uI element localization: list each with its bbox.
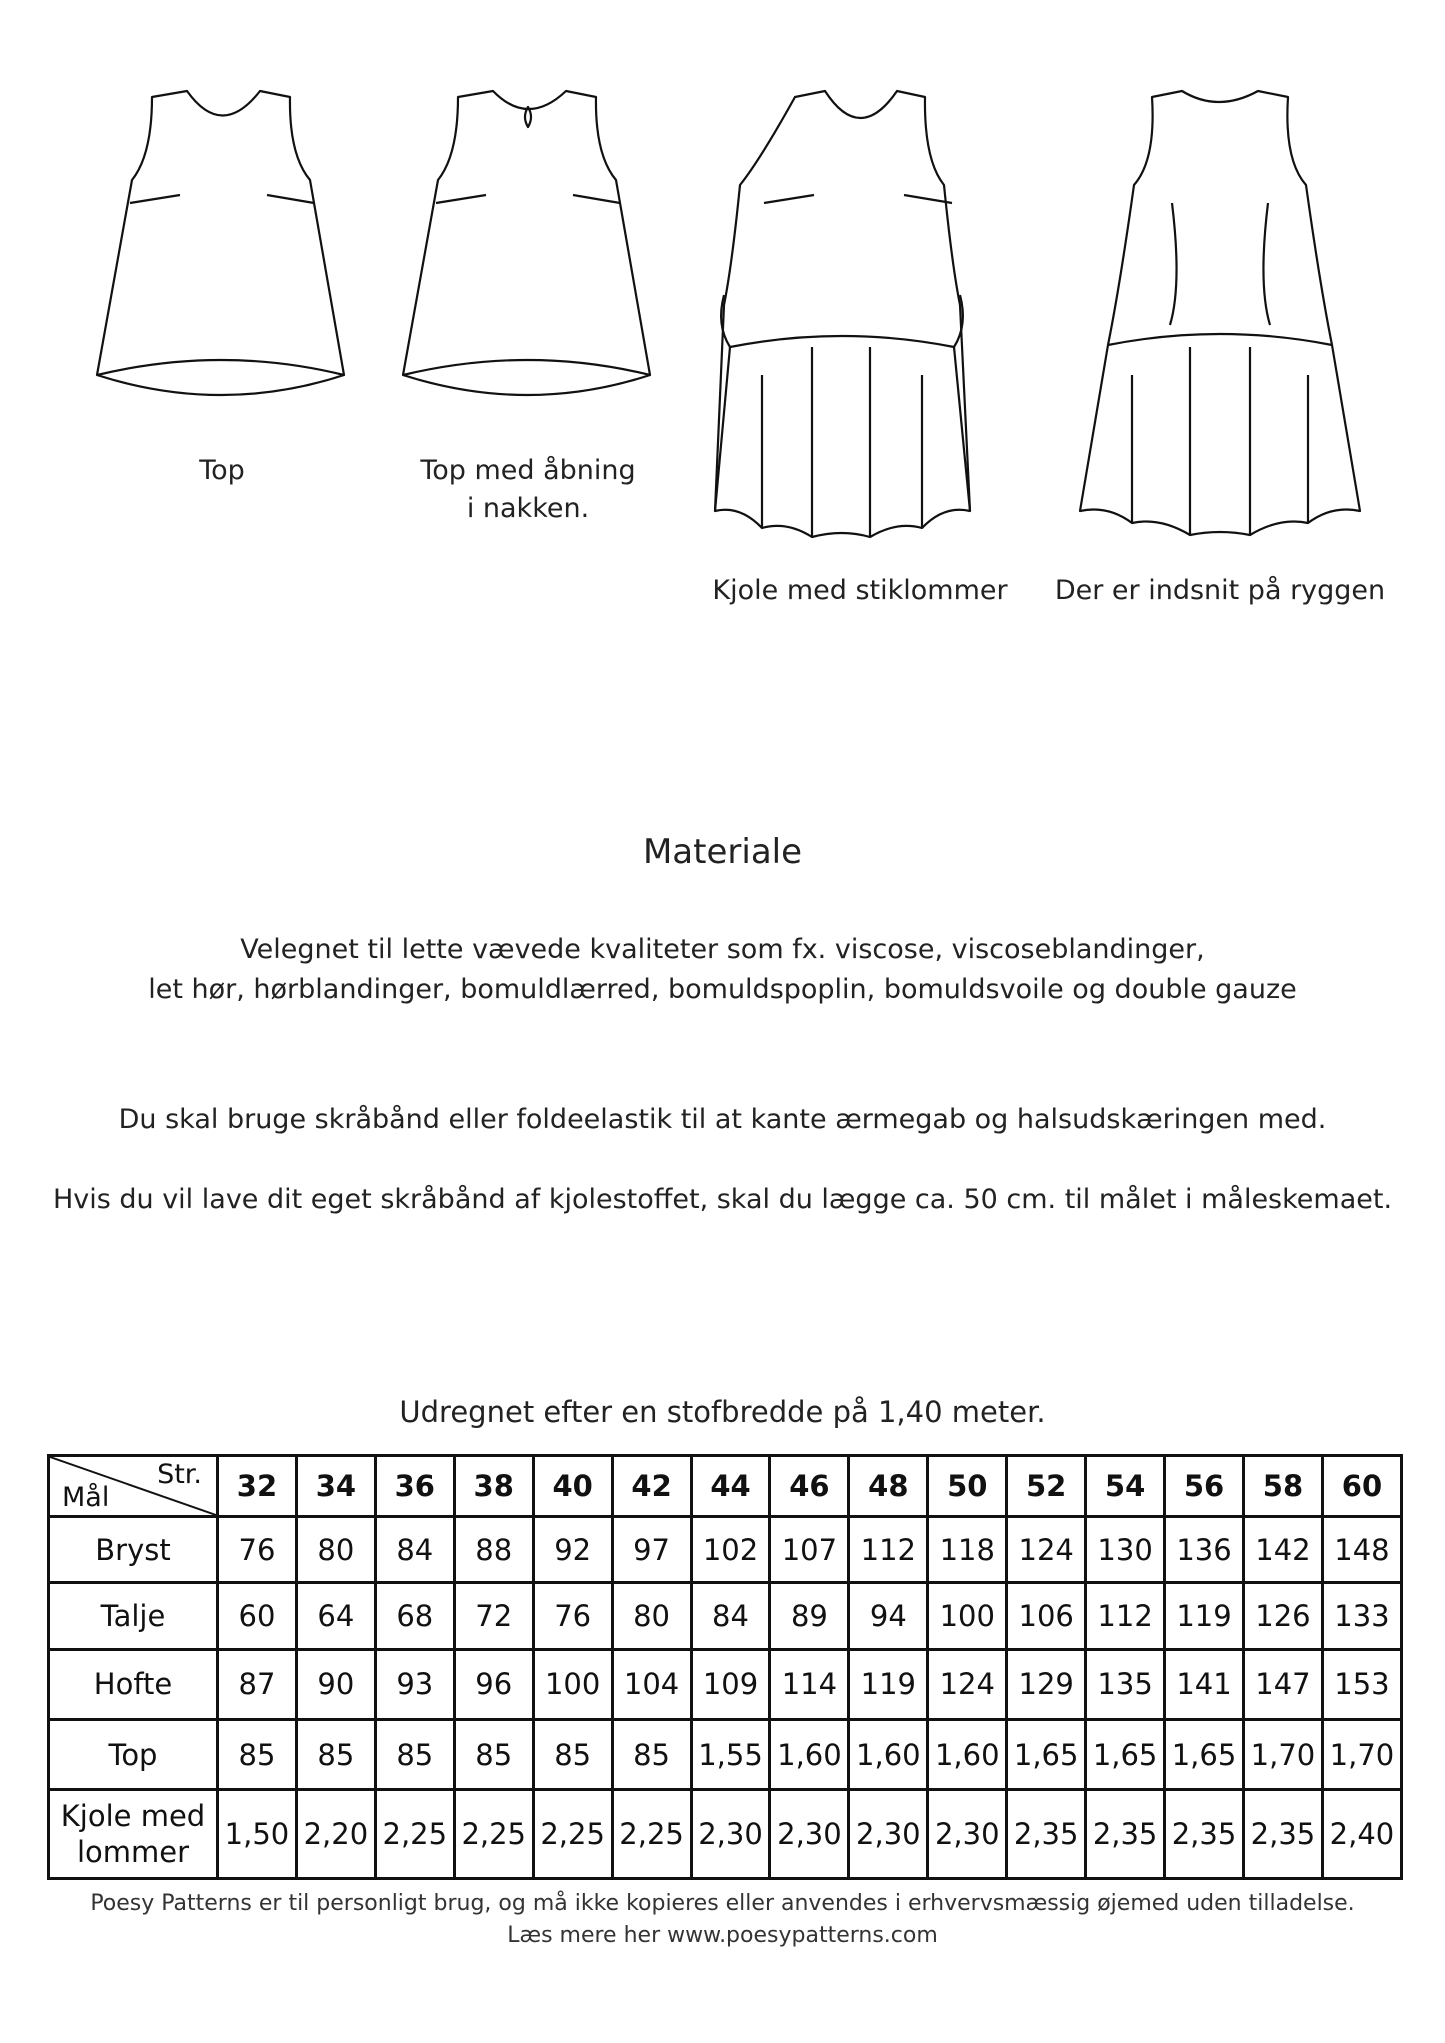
table-row: [49, 1583, 1402, 1649]
table-cell: 153: [1322, 1649, 1401, 1719]
size-header: 50: [928, 1456, 1007, 1517]
size-header: 56: [1165, 1456, 1244, 1517]
table-cell: 85: [612, 1720, 691, 1790]
table-cell: 85: [375, 1720, 454, 1790]
table-cell: 80: [296, 1517, 375, 1583]
figure-top-front: [92, 85, 352, 405]
table-cell: 64: [296, 1583, 375, 1649]
table-cell: 80: [612, 1583, 691, 1649]
table-cell: 1,60: [928, 1720, 1007, 1790]
table-cell: 106: [1007, 1583, 1086, 1649]
top-back-illustration: [398, 85, 658, 405]
table-cell: 112: [849, 1517, 928, 1583]
table-cell: 2,35: [1007, 1790, 1086, 1879]
size-header: 36: [375, 1456, 454, 1517]
table-row: [49, 1517, 1402, 1583]
table-cell: 87: [218, 1649, 297, 1719]
table-cell: 2,25: [612, 1790, 691, 1879]
table-row: [49, 1649, 1402, 1719]
caption-top-back: Top med åbning i nakken.: [420, 455, 636, 524]
size-header: 44: [691, 1456, 770, 1517]
table-cell: 118: [928, 1517, 1007, 1583]
table-cell: 102: [691, 1517, 770, 1583]
size-header: 60: [1322, 1456, 1401, 1517]
table-cell: 1,65: [1086, 1720, 1165, 1790]
table-cell: 96: [454, 1649, 533, 1719]
size-table: [47, 1454, 1403, 1880]
footer-copyright: Poesy Patterns er til personligt brug, og må ikke kopieres eller anvendes i erhvervsmæssig øjemed uden tilladelse.: [90, 1891, 1355, 1916]
material-suitable-line1: Velegnet til lette vævede kvaliteter som fx. viscose, viscoseblandinger,: [240, 934, 1205, 965]
table-cell: 142: [1243, 1517, 1322, 1583]
table-row: [49, 1720, 1402, 1790]
table-cell: 124: [928, 1649, 1007, 1719]
size-header: 34: [296, 1456, 375, 1517]
corner-measure-label: Mål: [62, 1482, 110, 1513]
table-cell: 84: [375, 1517, 454, 1583]
size-header: 42: [612, 1456, 691, 1517]
table-cell: 2,25: [375, 1790, 454, 1879]
table-cell: 93: [375, 1649, 454, 1719]
size-header: 38: [454, 1456, 533, 1517]
table-cell: 133: [1322, 1583, 1401, 1649]
dress-back-illustration: [1070, 85, 1370, 545]
figure-top-back: [398, 85, 658, 405]
caption-top: Top: [199, 455, 245, 486]
table-cell: 85: [218, 1720, 297, 1790]
material-own-binding: Hvis du vil lave dit eget skråbånd af kjolestoffet, skal du lægge ca. 50 cm. til målet i måleskemaet.: [52, 1184, 1393, 1215]
table-cell: 2,30: [770, 1790, 849, 1879]
figure-dress-front: [712, 85, 972, 545]
row-label: Talje: [49, 1583, 218, 1649]
dress-front-illustration: [712, 85, 972, 545]
row-label: Bryst: [49, 1517, 218, 1583]
material-suitable: [0, 930, 1445, 1010]
table-corner-cell: [49, 1456, 218, 1517]
table-cell: 148: [1322, 1517, 1401, 1583]
table-cell: 1,60: [770, 1720, 849, 1790]
size-header: 54: [1086, 1456, 1165, 1517]
table-cell: 97: [612, 1517, 691, 1583]
table-cell: 124: [1007, 1517, 1086, 1583]
table-cell: 92: [533, 1517, 612, 1583]
table-cell: 129: [1007, 1649, 1086, 1719]
table-cell: 1,70: [1322, 1720, 1401, 1790]
figure-dress-back: [1070, 85, 1370, 545]
table-cell: 104: [612, 1649, 691, 1719]
table-cell: 2,30: [928, 1790, 1007, 1879]
table-cell: 90: [296, 1649, 375, 1719]
table-cell: 2,35: [1243, 1790, 1322, 1879]
table-cell: 89: [770, 1583, 849, 1649]
table-caption: Udregnet efter en stofbredde på 1,40 meter.: [399, 1395, 1046, 1429]
table-cell: 100: [533, 1649, 612, 1719]
table-cell: 60: [218, 1583, 297, 1649]
row-label: Top: [49, 1720, 218, 1790]
row-label: Kjole med lommer: [49, 1790, 218, 1879]
table-cell: 1,55: [691, 1720, 770, 1790]
corner-size-label: Str.: [157, 1459, 202, 1490]
footer-website: Læs mere her www.poesypatterns.com: [507, 1923, 938, 1948]
table-cell: 107: [770, 1517, 849, 1583]
table-cell: 2,35: [1165, 1790, 1244, 1879]
table-cell: 2,40: [1322, 1790, 1401, 1879]
caption-dress-back: Der er indsnit på ryggen: [1054, 575, 1386, 606]
size-header: 46: [770, 1456, 849, 1517]
size-header: 48: [849, 1456, 928, 1517]
table-cell: 94: [849, 1583, 928, 1649]
table-cell: 68: [375, 1583, 454, 1649]
table-cell: 2,35: [1086, 1790, 1165, 1879]
size-header: 32: [218, 1456, 297, 1517]
table-cell: 112: [1086, 1583, 1165, 1649]
table-cell: 1,60: [849, 1720, 928, 1790]
table-cell: 126: [1243, 1583, 1322, 1649]
table-cell: 100: [928, 1583, 1007, 1649]
caption-dress-front: Kjole med stiklommer: [712, 575, 1008, 606]
table-row: [49, 1790, 1402, 1879]
size-header: 40: [533, 1456, 612, 1517]
table-cell: 2,30: [691, 1790, 770, 1879]
table-cell: 114: [770, 1649, 849, 1719]
size-header: 58: [1243, 1456, 1322, 1517]
table-cell: 1,65: [1165, 1720, 1244, 1790]
table-cell: 1,50: [218, 1790, 297, 1879]
table-cell: 85: [533, 1720, 612, 1790]
table-cell: 2,30: [849, 1790, 928, 1879]
table-cell: 147: [1243, 1649, 1322, 1719]
table-cell: 85: [454, 1720, 533, 1790]
table-cell: 1,70: [1243, 1720, 1322, 1790]
top-front-illustration: [92, 85, 352, 405]
row-label: Hofte: [49, 1649, 218, 1719]
material-heading: Materiale: [642, 832, 803, 872]
material-binding: Du skal bruge skråbånd eller foldeelastik til at kante ærmegab og halsudskæringen med.: [118, 1104, 1327, 1135]
table-cell: 2,20: [296, 1790, 375, 1879]
table-cell: 141: [1165, 1649, 1244, 1719]
table-cell: 1,65: [1007, 1720, 1086, 1790]
footer: [0, 1888, 1445, 1952]
table-cell: 119: [849, 1649, 928, 1719]
table-cell: 135: [1086, 1649, 1165, 1719]
table-cell: 72: [454, 1583, 533, 1649]
table-cell: 88: [454, 1517, 533, 1583]
table-cell: 2,25: [533, 1790, 612, 1879]
table-cell: 2,25: [454, 1790, 533, 1879]
table-cell: 76: [218, 1517, 297, 1583]
table-header-row: [49, 1456, 1402, 1517]
table-cell: 119: [1165, 1583, 1244, 1649]
table-cell: 84: [691, 1583, 770, 1649]
table-cell: 136: [1165, 1517, 1244, 1583]
material-suitable-line2: let hør, hørblandinger, bomuldlærred, bomuldspoplin, bomuldsvoile og double gauze: [148, 974, 1297, 1005]
table-cell: 109: [691, 1649, 770, 1719]
table-cell: 85: [296, 1720, 375, 1790]
table-cell: 76: [533, 1583, 612, 1649]
table-cell: 130: [1086, 1517, 1165, 1583]
size-header: 52: [1007, 1456, 1086, 1517]
